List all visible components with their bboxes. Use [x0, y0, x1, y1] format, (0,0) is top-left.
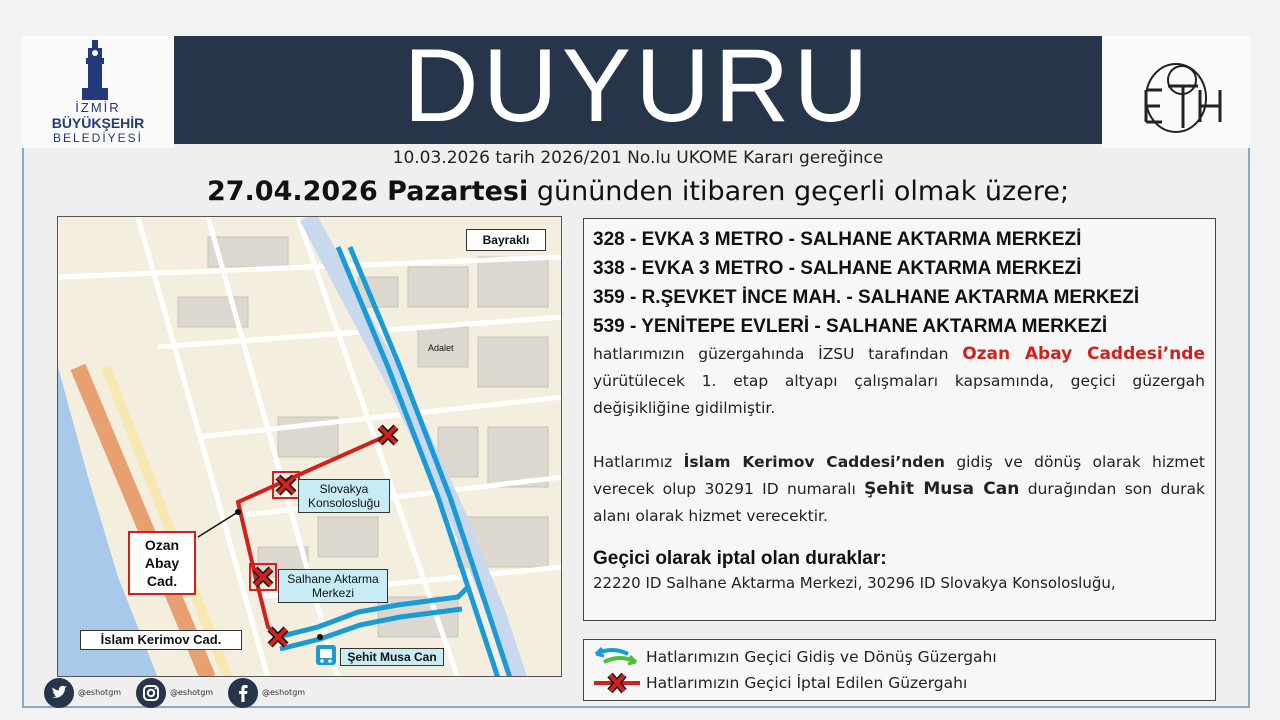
route-line: 359 - R.ŞEVKET İNCE MAH. - SALHANE AKTARMA MERKEZİ [593, 287, 1140, 308]
p1-highlight: Ozan Abay Caddesi’nde [962, 344, 1205, 364]
route-line: 338 - EVKA 3 METRO - SALHANE AKTARMA MERKEZİ [593, 258, 1082, 279]
instagram-handle: @eshotgm [170, 688, 214, 697]
cancelled-route-icon [592, 670, 642, 696]
izmir-logo-text [22, 100, 174, 145]
detour-arrows-icon [592, 644, 642, 670]
eshot-logo [1102, 36, 1250, 148]
ukome-decision-line: 10.03.2026 tarih 2026/201 No.lu UKOME Kararı gereğince [392, 148, 884, 168]
ozan-abay-line-3: Cad. [146, 573, 178, 589]
map-label-sehit-musa-can: Şehit Musa Can [340, 648, 444, 666]
effective-date-rest: gününden itibaren geçerli olmak üzere; [528, 176, 1070, 207]
twitter-handle: @eshotgm [78, 688, 122, 697]
effective-date-line [174, 176, 1102, 207]
legend-cancelled [584, 670, 1215, 696]
announcement-panel [583, 218, 1216, 621]
map-label-islam-kerimov: İslam Kerimov Cad. [80, 630, 242, 650]
p1-text-b: yürütülecek 1. etap altyapı çalışmaları kapsamında, geçici güzergah değişikliğine gidilmiştir. [593, 372, 1205, 417]
route-map [57, 216, 562, 677]
legend-detour [584, 644, 1215, 670]
clock-tower-icon [22, 36, 174, 106]
page-title: DUYURU [403, 28, 873, 144]
p1-text-a: hatlarımızın güzergahında İZSU tarafından [593, 345, 963, 363]
logo-line-1: İZMİR [75, 100, 121, 115]
map-label-salhane [278, 569, 388, 603]
legend-cancelled-label: Hatlarımızın Geçici İptal Edilen Güzergahı [646, 674, 968, 692]
map-label-district: Bayraklı [466, 229, 546, 251]
instagram-icon [136, 678, 166, 708]
map-canvas [58, 217, 562, 677]
effective-date: 27.04.2026 Pazartesi [206, 176, 529, 207]
slovakya-line-1: Slovakya [319, 482, 369, 496]
cancelled-stops-title: Geçici olarak iptal olan duraklar: [593, 548, 887, 569]
p2-stop-name: Şehit Musa Can [864, 479, 1020, 499]
salhane-line-2: Merkezi [311, 586, 354, 600]
logo-line-2: BÜYÜKŞEHİR [51, 115, 145, 131]
facebook-handle: @eshotgm [262, 688, 306, 697]
facebook-icon [228, 678, 258, 708]
route-line: 539 - YENİTEPE EVLERİ - SALHANE AKTARMA MERKEZİ [593, 316, 1108, 337]
route-line: 328 - EVKA 3 METRO - SALHANE AKTARMA MERKEZİ [593, 229, 1082, 250]
p2-street: İslam Kerimov Caddesi’nden [683, 453, 945, 471]
p2-text-b: gidiş ve dönüş olarak hizmet verecek olup 30291 ID numaralı [593, 453, 1206, 498]
ozan-abay-line-1: Ozan [144, 537, 180, 553]
map-legend [583, 639, 1216, 701]
map-label-adalet: Adalet [428, 343, 454, 353]
paragraph-1 [593, 341, 1205, 422]
eshot-monogram-icon [1102, 36, 1250, 148]
map-label-ozan-abay [128, 531, 196, 595]
map-label-slovakya [298, 479, 390, 513]
p2-text-a: Hatlarımız [593, 453, 684, 471]
ozan-abay-line-2: Abay [144, 555, 180, 571]
legend-detour-label: Hatlarımızın Geçici Gidiş ve Dönüş Güzergahı [646, 648, 997, 666]
cancelled-stops-list: 22220 ID Salhane Aktarma Merkezi, 30296 ID Slovakya Konsolosluğu, [593, 574, 1116, 592]
slovakya-line-2: Konsolosluğu [307, 496, 381, 510]
bus-stop-icon [316, 645, 336, 665]
p2-text-c: durağından son durak alanı olarak hizmet verecektir. [593, 480, 1205, 525]
salhane-line-1: Salhane Aktarma [287, 572, 379, 586]
paragraph-2 [593, 449, 1205, 530]
logo-line-3: BELEDİYESİ [52, 131, 144, 145]
twitter-icon [44, 678, 74, 708]
